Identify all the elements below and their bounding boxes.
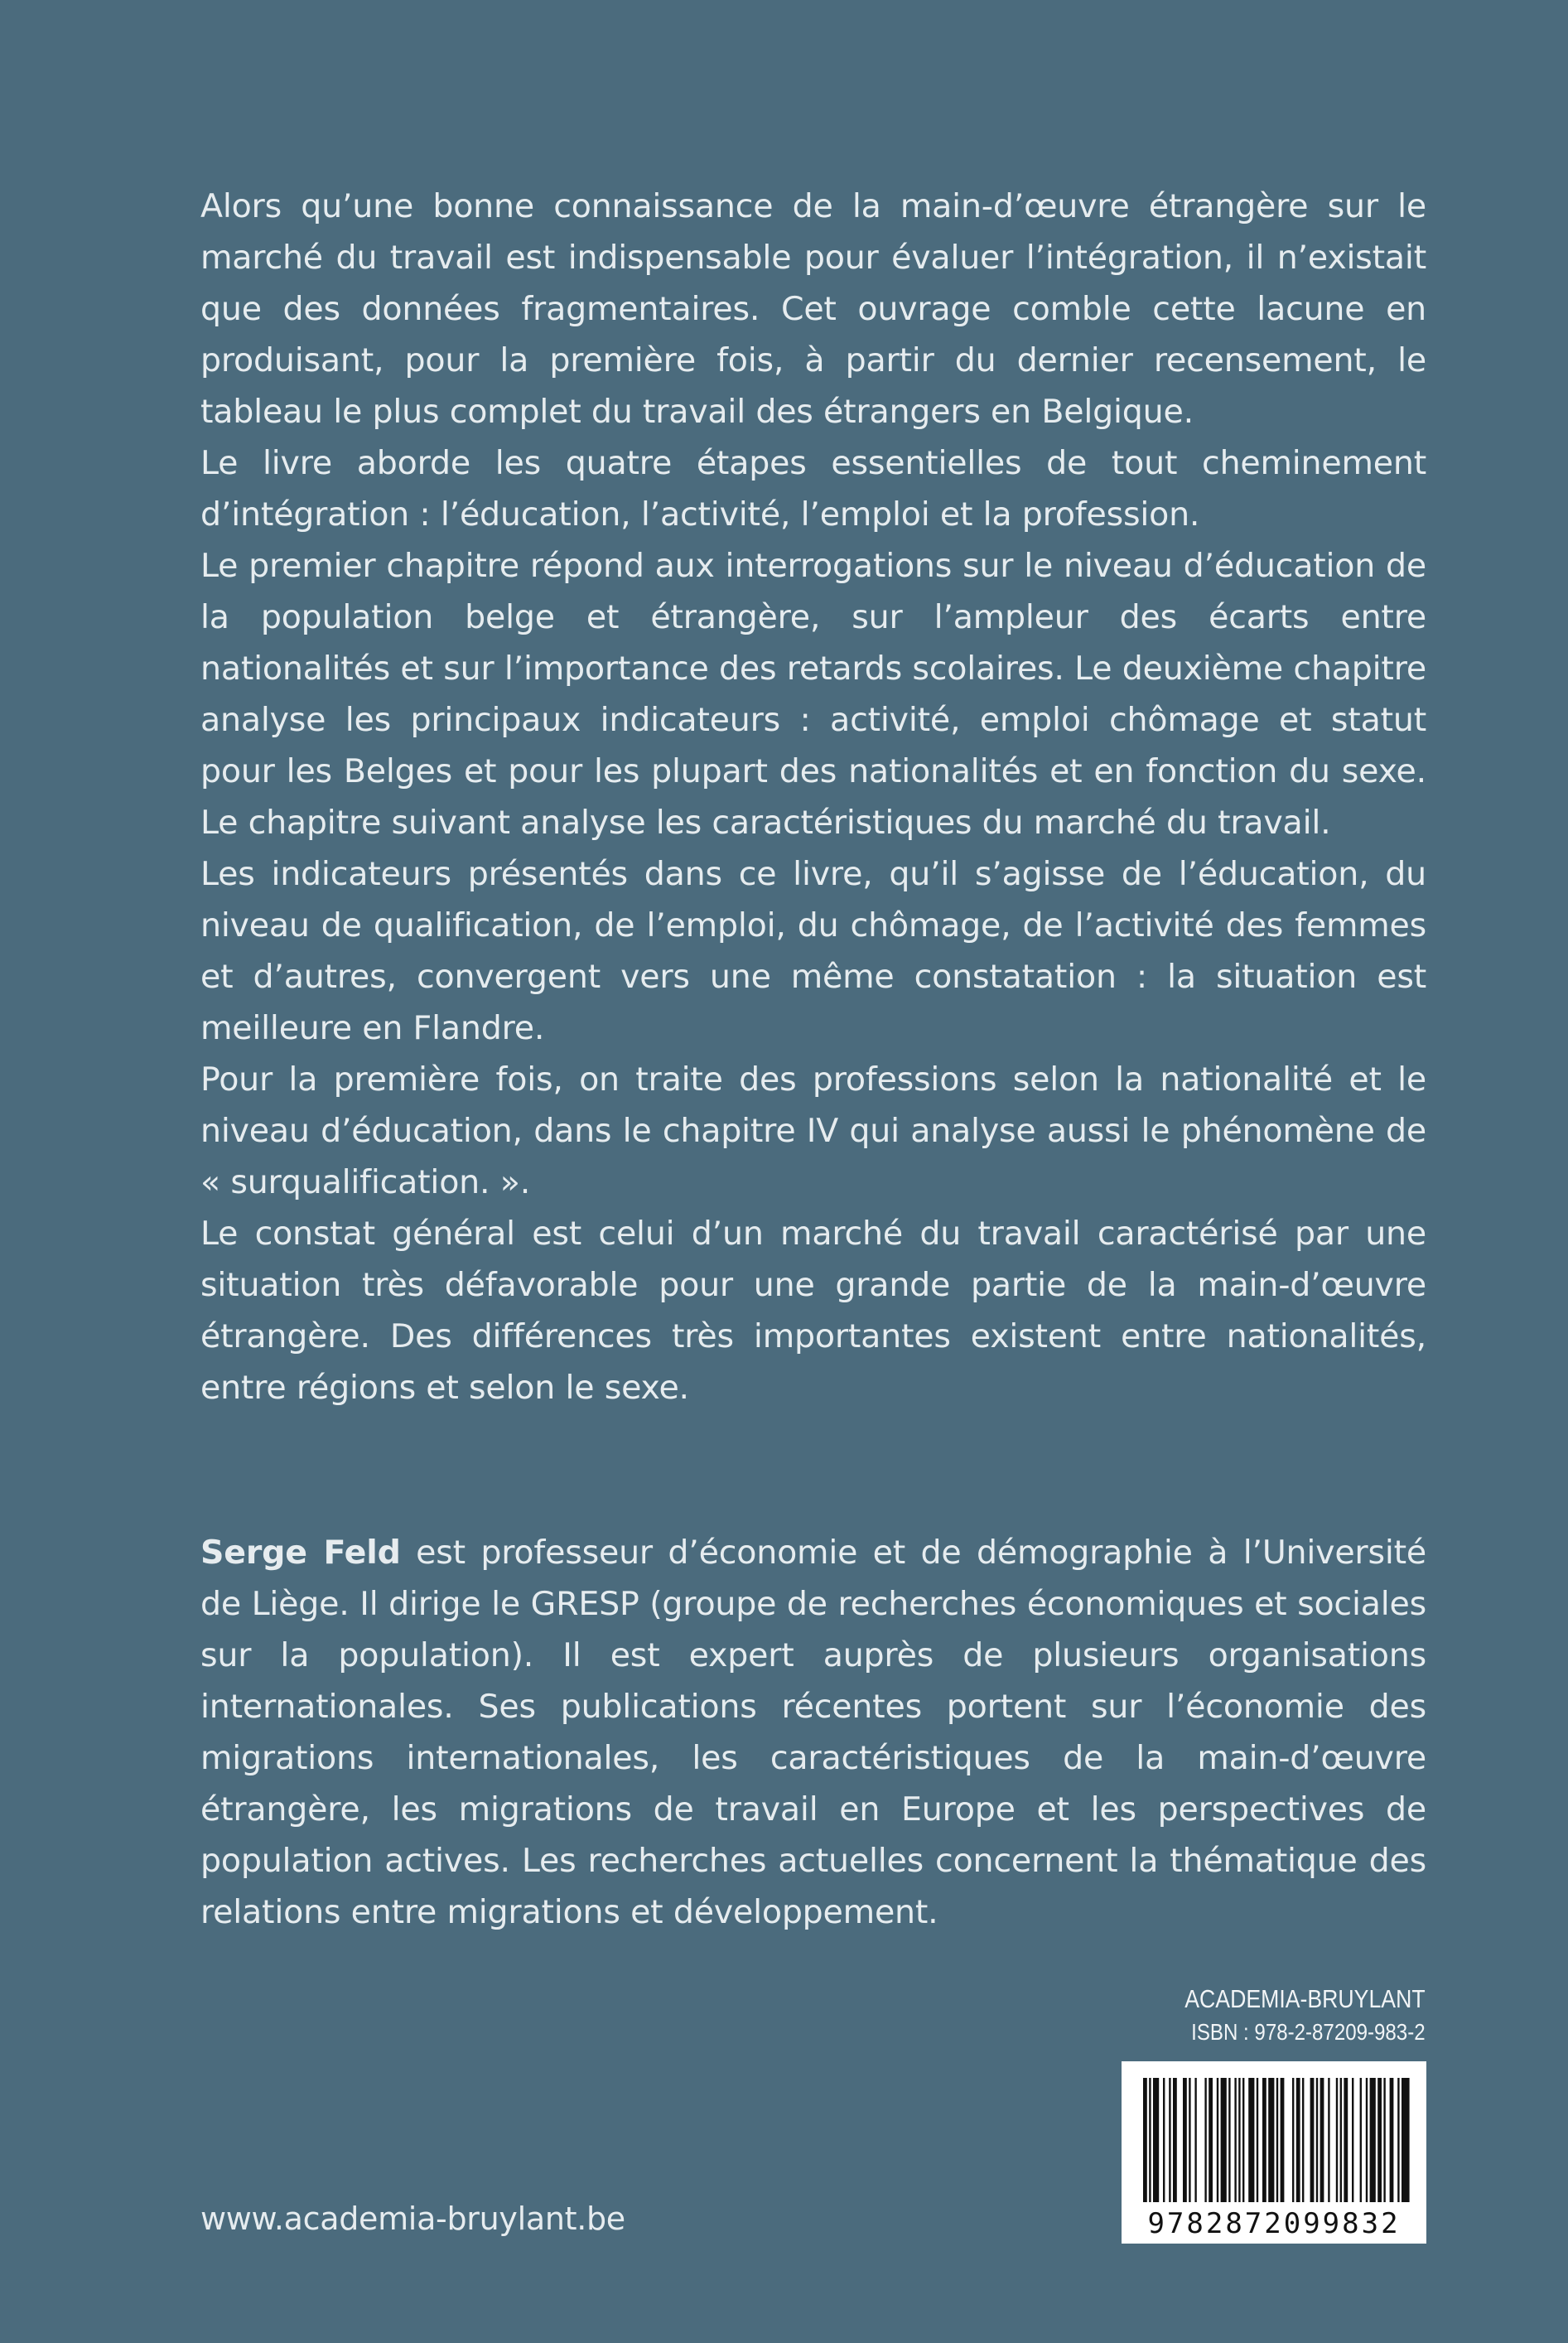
barcode-bar: [1370, 2078, 1376, 2202]
author-bio-paragraph: [200, 1527, 1426, 1938]
barcode-bar: [1248, 2078, 1254, 2202]
barcode-bar: [1344, 2078, 1348, 2202]
barcode-bar: [1328, 2078, 1329, 2202]
barcode-bar: [1183, 2078, 1187, 2202]
barcode-bar: [1262, 2078, 1266, 2202]
barcode-bar: [1377, 2078, 1382, 2202]
barcode-bar: [1310, 2078, 1315, 2202]
barcode-bar: [1194, 2078, 1196, 2202]
author-bio: [200, 1527, 1426, 1938]
publisher-website[interactable]: www.academia-bruylant.be: [200, 2200, 625, 2237]
barcode-bar: [1402, 2078, 1410, 2202]
author-name: Serge Feld: [200, 1534, 401, 1572]
barcode-bar: [1281, 2078, 1285, 2202]
barcode-bar: [1204, 2078, 1206, 2202]
barcode-bar: [1189, 2078, 1190, 2202]
barcode-bar: [1217, 2078, 1218, 2202]
barcode-bar: [1238, 2078, 1240, 2202]
barcode-bar: [1276, 2078, 1278, 2202]
barcode-bar: [1257, 2078, 1258, 2202]
barcode-digits: 9782872099832: [1147, 2207, 1401, 2240]
barcode-bar: [1383, 2078, 1385, 2202]
summary-paragraph-3: Le premier chapitre répond aux interrogations sur le niveau d’éducation de la population belge et étrangère, sur l’ampleur des écarts entre nationalités et sur l’importance des retards scolaires. Le deuxième chapitre analyse les principaux indicateurs : activité, emploi chômage et statut pour les Belges et pour les plupart des nationalités et en fonction du sexe. Le chapitre suivant analyse les caractéristiques du marché du travail.: [200, 547, 1426, 842]
isbn-number: ISBN : 978-2-87209-983-2: [1191, 2019, 1426, 2045]
isbn-barcode: [1122, 2061, 1426, 2244]
barcode-bar: [1143, 2078, 1147, 2202]
barcode-bar: [1173, 2078, 1177, 2202]
barcode-bar: [1296, 2078, 1300, 2202]
barcode-bar: [1316, 2078, 1318, 2202]
barcode-bar: [1163, 2078, 1165, 2202]
barcode-bar: [1268, 2078, 1274, 2202]
barcode-bar: [1292, 2078, 1294, 2202]
barcode-bar: [1360, 2078, 1362, 2202]
summary-paragraph-1: Alors qu’une bonne connaissance de la main-d’œuvre étrangère sur le marché du travail est indispensable pour évaluer l’intégration, il n’existait que des données fragmentaires. Cet ouvrage comble cette lacune en produisant, pour la première fois, à partir du dernier recensement, le tableau le plus complet du travail des étrangers en Belgique.: [200, 187, 1426, 431]
barcode-bar: [1234, 2078, 1236, 2202]
barcode-bar: [1221, 2078, 1227, 2202]
author-bio-text: est professeur d’économie et de démographie à l’Université de Liège. Il dirige le GRESP (groupe de recherches économiques et sociales sur la population). Il est expert auprès de plusieurs organisations internationales. Ses publications récentes portent sur l’économie des migrations internationales, les caractéristiques de la main-d’œuvre étrangère, les migrations de travail en Europe et les perspectives de population actives. Les recherches actuelles concernent la thématique des relations entre migrations et développement.: [200, 1534, 1426, 1931]
barcode-bar: [1336, 2078, 1338, 2202]
publisher-block: [1185, 1983, 1426, 2049]
barcode-bar: [1352, 2078, 1353, 2202]
barcode-bar: [1320, 2078, 1324, 2202]
barcode-bar: [1242, 2078, 1244, 2202]
barcode-bar: [1169, 2078, 1170, 2202]
barcode-bar: [1209, 2078, 1213, 2202]
summary-paragraph-6: Le constat général est celui d’un marché du travail caractérisé par une situation très défavorable pour une grande partie de la main-d’œuvre étrangère. Des différences très importantes existent entre nationalités, entre régions et selon le sexe.: [200, 1215, 1426, 1407]
barcode-bar: [1366, 2078, 1368, 2202]
barcode-bar: [1149, 2078, 1151, 2202]
barcode-bar: [1153, 2078, 1159, 2202]
barcode-bar: [1390, 2078, 1394, 2202]
barcode-bar: [1340, 2078, 1342, 2202]
barcode-bar: [1397, 2078, 1399, 2202]
summary-paragraph-4: Les indicateurs présentés dans ce livre, qu’il s’agisse de l’éducation, du niveau de qualification, de l’emploi, du chômage, de l’activité des femmes et d’autres, convergent vers une même constatation : la situation est meilleure en Flandre.: [200, 855, 1426, 1047]
barcode-bar: [1302, 2078, 1304, 2202]
summary-paragraph-2: Le livre aborde les quatre étapes essentielles de tout cheminement d’intégration : l’éducation, l’activité, l’emploi et la profession.: [200, 444, 1426, 534]
summary-paragraph-5: Pour la première fois, on traite des professions selon la nationalité et le niveau d’éducation, dans le chapitre IV qui analyse aussi le phénomène de « surqualification. ».: [200, 1060, 1426, 1201]
book-summary: [200, 181, 1426, 1413]
barcode-bar: [1228, 2078, 1230, 2202]
publisher-name: ACADEMIA-BRUYLANT: [1184, 1984, 1426, 2013]
